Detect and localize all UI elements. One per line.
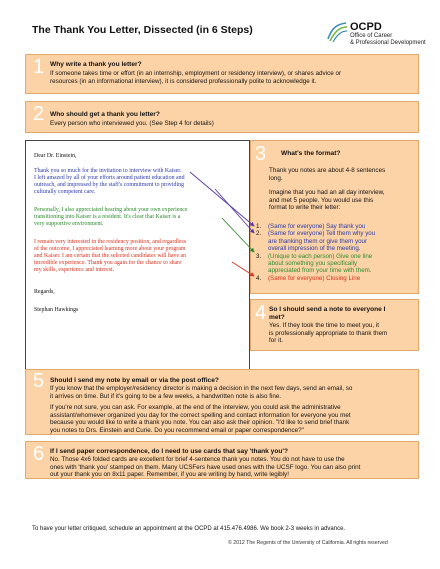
step5-body-line: If you know that the employer/residency director is making a decision in the next few days, send an email, so [50,385,353,392]
step6-question: If I send paper correspondence, do I need to use cards that say 'thank you'? [50,448,289,455]
step1-body-line: resources (in an informational interview), it is considered professionally polite to acknowledge it. [50,77,317,85]
page-title: The Thank You Letter, Dissected (in 6 Steps) [32,24,253,36]
format-item-number: 1. [256,223,262,230]
letter-line: very supportive environment. [34,221,104,227]
step3-body-line: Imagine that you had an all day interview, [269,189,385,196]
format-item-number: 3. [256,252,262,260]
logo-name: OCPD [350,21,382,33]
footer-note: To have your letter critiqued, schedule an appointment at the OCPD at 415.476.4986. We book 2-3 weeks in advance. [32,526,346,532]
letter-line: I remain very interested in the residency position, and regardless [34,239,187,245]
step1-number: 1 [33,56,45,78]
letter-line: I left amazed by all of your efforts around patient education and [34,175,185,181]
arrow-thank-you [190,172,254,226]
format-item-line: (Unique to each person) Give one line [268,252,373,260]
step6-body-line: out your thank you on 8x11 paper. Remember, if you are writing by hand, write legibly! [50,471,289,479]
step5-body-line: If you're not sure, you can ask. For example, at the end of the interview, you could ask the administrative [50,404,341,411]
step4-question-line: met? [269,314,285,321]
step5-body-line: you notes to Drs. Einstein and Curie. Do you recommend email or paper correspondence?" [50,426,304,434]
format-item-line: (Same for everyone) Tell them why you [268,230,376,238]
step2-body: Every person who interviewed you. (See Step 4 for details) [50,120,214,127]
letter-line: culturally competent care. [34,189,96,195]
step3-number: 3 [255,143,267,165]
format-item-line: about something you specifically [268,260,358,268]
format-item-line: appreciated from your time with them. [268,267,372,275]
arrow-unique [222,218,254,252]
step3-question: What's the format? [281,150,341,157]
letter-salutation: Dear Dr. Einstein, [34,153,77,159]
arrow-closing [232,262,254,276]
letter-line: Thank you so much for the invitation to interview with Kaiser. [34,168,182,174]
format-item-line: (Same for everyone) Closing Line [268,274,361,282]
format-item-line: are thanking them or give them your [268,237,368,245]
logo-line1: Office of Career [350,33,393,39]
step3-body-line: and met 5 people. You would use this [269,196,374,204]
format-item-line: overall impression of the meeting. [268,245,361,253]
step4-number: 4 [255,302,267,324]
step2-number: 2 [33,103,45,125]
step3-body-line: format to write their letter: [269,204,341,212]
format-item-number: 4. [256,274,262,282]
step5-body-line: because you would like to write a thank you note. You can also ask their opinion. "I'd like to send brief thank [50,419,350,427]
step5-number: 5 [33,370,45,392]
step1-body-line: If someone takes time or effort (in an internship, employment or residency interview), or shares advice or [50,70,342,77]
step6-body-line: No. Those 4x6 folded cards are excellent for brief 4-sentence thank you notes. You do not have to use the [50,456,345,463]
step5-body-line: assistant/whomever organized you day for the correct spelling and contact information for everyone you met [50,411,351,419]
step6-body-line: ones with 'thank you' stamped on them. Many UCSFers have used ones with the UCSF logo. You can also print [50,463,361,471]
arrow-impression [215,189,254,233]
step4-body-line: is professionally appropriate to thank them [269,329,388,337]
letter-line: Personally, I also appreciated hearing about your own experience [34,207,188,213]
letter-line: outreach, and impressed by the staff's commitment to providing [34,182,184,188]
format-item-line: (Same for everyone) Say thank you [268,223,366,230]
letter-line: my skills, experience and interest. [34,267,115,273]
step4-body-line: Yes. If they took the time to meet you, it [269,322,380,329]
format-item-number: 2. [256,230,262,238]
letter-line: and Kaiser. I am certain that the selected candidates will have an [34,253,187,259]
step1-question: Why write a thank you letter? [50,61,142,68]
step2-question: Who should get a thank you letter? [50,111,160,118]
letter-line: of the outcome, I appreciated learning more about your program [34,246,186,252]
step4-question-line: So I should send a note to everyone I [269,306,386,313]
letter-signature: Stephan Hawkings [34,307,79,313]
step5-question: Should I send my note by email or via the post office? [50,377,219,384]
step5-body-line: it arrives on time. But if it's going to be a few weeks, a handwritten note is also fine. [50,392,282,400]
step3-body-line: long. [269,174,283,182]
letter-line: incredible experience. Thank you again for the chance to share [34,260,182,266]
logo-line2: & Professional Development [350,40,426,46]
letter-closing: Regards, [34,289,55,295]
letter-line: transitioning into Kaiser is a resident. It's clear that Kaiser is a [34,214,181,220]
step6-number: 6 [33,443,45,465]
step4-body-line: for it. [269,337,283,345]
step3-body-line: Thank you notes are about 4-8 sentences [269,167,386,174]
copyright: © 2012 The Regents of the University of California. All rights reserved [228,540,388,546]
